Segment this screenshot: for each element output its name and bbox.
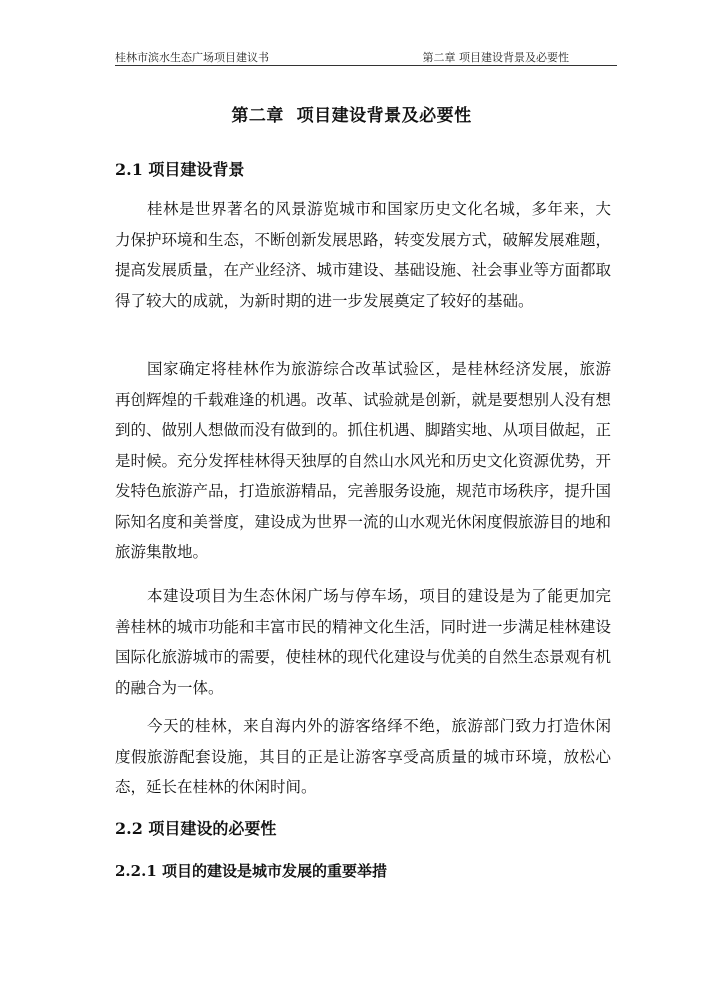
subsection-heading-2-2-1: 2.2.1 项目的建设是城市发展的重要举措 bbox=[115, 862, 387, 880]
chapter-title: 第二章 项目建设背景及必要性 bbox=[231, 106, 472, 126]
section-heading-2-1: 2.1 项目建设背景 bbox=[115, 160, 245, 179]
paragraph-2: 国家确定将桂林作为旅游综合改革试验区，是桂林经济发展，旅游再创辉煌的千载难逢的机遇。改革、试验就是创新，就是要想别人没有想到的、做别人想做而没有做到的。抓住机遇、脚踏实地、从项目做起，正是时候。充分发挥桂林得天独厚的自然山水风光和历史文化资源优势，开发特色旅游产品，打造旅游精品，完善服务设施，规范市场秩序，提升国际知名度和美誉度，建设成为世界一流的山水观光休闲度假旅游目的地和旅游集散地。 bbox=[115, 360, 612, 561]
paragraph-3: 本建设项目为生态休闲广场与停车场，项目的建设是为了能更加完善桂林的城市功能和丰富市民的精神文化生活，同时进一步满足桂林建设国际化旅游城市的需要，使桂林的现代化建设与优美的自然生态景观有机的融合为一体。 bbox=[115, 587, 612, 697]
section-heading-2-2: 2.2 项目建设的必要性 bbox=[115, 819, 277, 838]
header-document-title: 桂林市滨水生态广场项目建议书 bbox=[115, 51, 269, 64]
header-chapter-title: 第二章 项目建设背景及必要性 bbox=[422, 51, 569, 64]
paragraph-1: 桂林是世界著名的风景游览城市和国家历史文化名城，多年来，大力保护环境和生态，不断创新发展思路，转变发展方式，破解发展难题，提高发展质量，在产业经济、城市建设、基础设施、社会事业等方面都取得了较大的成就，为新时期的进一步发展奠定了较好的基础。 bbox=[115, 200, 612, 310]
paragraph-4: 今天的桂林，来自海内外的游客络绎不绝，旅游部门致力打造休闲度假旅游配套设施，其目的正是让游客享受高质量的城市环境，放松心态，延长在桂林的休闲时间。 bbox=[115, 717, 611, 796]
page-header bbox=[115, 47, 617, 66]
